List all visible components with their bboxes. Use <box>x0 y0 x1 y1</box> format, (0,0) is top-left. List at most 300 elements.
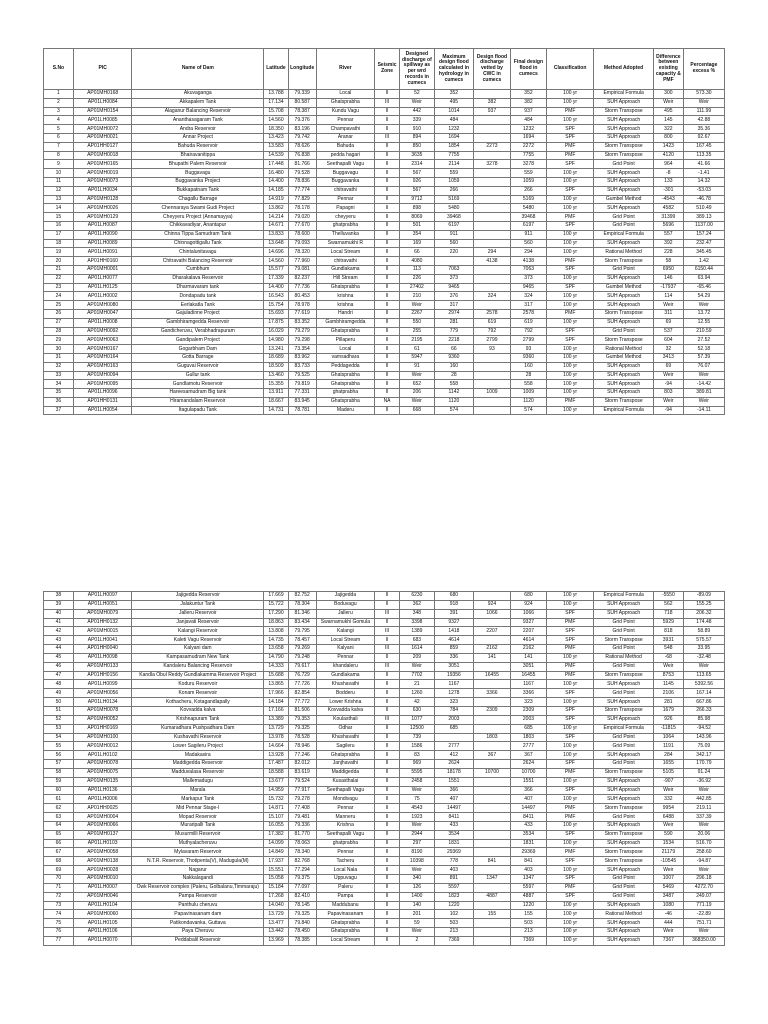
table-cell: AP01HH0040 <box>73 645 132 654</box>
table-cell: 6197 <box>434 221 473 230</box>
table-cell: 47 <box>44 671 74 680</box>
table-cell: 93 <box>473 345 510 354</box>
table-cell: AP01MH0128 <box>73 195 132 204</box>
table-row <box>44 239 725 248</box>
table-cell: 407 <box>434 795 473 804</box>
table-cell: -22.89 <box>683 910 724 919</box>
table-cell: 1059 <box>434 177 473 186</box>
table-cell: 3534 <box>434 830 473 839</box>
table-cell: II <box>375 680 400 689</box>
table-cell: 5480 <box>434 204 473 213</box>
table-cell: 2777 <box>510 742 546 751</box>
table-cell: II <box>375 883 400 892</box>
table-cell: 66 <box>44 839 74 848</box>
table-cell: 11 <box>44 177 74 186</box>
table-cell: 113 <box>399 265 434 274</box>
table-cell: II <box>375 239 400 248</box>
table-cell: 352 <box>510 90 546 99</box>
table-cell: -8 <box>653 169 683 178</box>
table-cell: SUH Approach <box>594 274 654 283</box>
table-cell: 79.528 <box>288 169 316 178</box>
table-cell: 16.543 <box>264 292 289 301</box>
table-cell: 1551 <box>510 777 546 786</box>
table-cell: 114 <box>653 292 683 301</box>
table-cell: AP01MH0168 <box>73 90 132 99</box>
table-cell: 111.99 <box>683 107 724 116</box>
table-cell: 17.487 <box>264 760 289 769</box>
table-cell: -907 <box>653 777 683 786</box>
table-cell: II <box>375 248 400 257</box>
table-cell: NA <box>375 397 400 406</box>
table-cell: AP01MH0129 <box>73 213 132 222</box>
table-cell: Storm Transpose <box>594 257 654 266</box>
table-cell: AP01MH0078 <box>73 706 132 715</box>
table-cell: Storm Transpose <box>594 804 654 813</box>
table-cell: II <box>375 795 400 804</box>
table-cell: II <box>375 230 400 239</box>
table-cell: SUH Approach <box>594 169 654 178</box>
table-cell: II <box>375 116 400 125</box>
table-cell: AP01LH0096 <box>73 389 132 398</box>
table-cell: 567 <box>399 169 434 178</box>
table-cell: Weir <box>683 301 724 310</box>
table-cell: 484 <box>434 116 473 125</box>
table-cell: AP01LH0002 <box>73 292 132 301</box>
table-cell: SUH Approach <box>594 901 654 910</box>
table-cell: 81.346 <box>288 609 316 618</box>
table-cell: Gotta Barrage <box>132 353 264 362</box>
table-cell: AP01MH0079 <box>73 609 132 618</box>
table-cell: AP01MH0001 <box>73 265 132 274</box>
table-row <box>44 768 725 777</box>
table-cell: Empirical Formula <box>594 592 654 601</box>
table-cell: III <box>375 133 400 142</box>
table-cell: 560 <box>510 239 546 248</box>
table-cell: III <box>375 662 400 671</box>
table-cell: Storm Transpose <box>594 107 654 116</box>
table-cell: 100 yr <box>546 248 593 257</box>
table-cell: AP01MH0072 <box>73 125 132 134</box>
table-cell: Janjhavathi <box>316 760 375 769</box>
table-cell: Pennar <box>316 195 375 204</box>
table-cell: AP01MH0015 <box>73 627 132 636</box>
table-cell: Weir <box>653 301 683 310</box>
table-cell: 4138 <box>510 257 546 266</box>
table-cell: PMF <box>546 662 593 671</box>
table-cell: II <box>375 353 400 362</box>
table-cell: -65.46 <box>683 283 724 292</box>
table-cell: 39468 <box>510 213 546 222</box>
table-row <box>44 195 725 204</box>
table-cell: Ghatsprabha <box>316 751 375 760</box>
table-cell: 575.57 <box>683 636 724 645</box>
table-cell: 1064 <box>653 733 683 742</box>
table-cell: Muraripalli Tank <box>132 821 264 830</box>
table-cell: Cheyyeru Project (Annamayya) <box>132 213 264 222</box>
table-cell: 28 <box>434 371 473 380</box>
table-row <box>44 715 725 724</box>
table-row <box>44 221 725 230</box>
table-cell: 18.350 <box>264 125 289 134</box>
table-cell: 249.07 <box>683 892 724 901</box>
table-cell: Kushavathi Reservoir <box>132 733 264 742</box>
table-cell: 3635 <box>399 151 434 160</box>
table-cell: 442.85 <box>683 795 724 804</box>
table-cell: 548 <box>653 645 683 654</box>
table-cell: Thelluvanka <box>316 230 375 239</box>
table-cell: 55 <box>44 742 74 751</box>
table-cell: 74 <box>44 910 74 919</box>
table-cell: 13.658 <box>264 645 289 654</box>
table-cell: 2309 <box>473 706 510 715</box>
table-cell: PMF <box>546 645 593 654</box>
table-cell: 2106 <box>653 689 683 698</box>
table-cell <box>473 821 510 830</box>
table-cell: 100 yr <box>546 274 593 283</box>
table-row <box>44 406 725 415</box>
table-cell: 557 <box>653 230 683 239</box>
table-cell: Weir <box>683 397 724 406</box>
table-cell: 228 <box>653 248 683 257</box>
table-cell: 1694 <box>510 133 546 142</box>
table-cell: AP01LH0102 <box>73 751 132 760</box>
table-cell: II <box>375 821 400 830</box>
table-cell: 792 <box>510 327 546 336</box>
table-cell: 4614 <box>510 636 546 645</box>
table-cell: 266 <box>510 186 546 195</box>
table-cell: AP01HH0160 <box>73 257 132 266</box>
table-cell <box>473 928 510 937</box>
table-cell: II <box>375 786 400 795</box>
table-cell: chitravathi <box>316 257 375 266</box>
table-cell: 100 yr <box>546 239 593 248</box>
table-row <box>44 733 725 742</box>
table-cell: Paleru <box>316 883 375 892</box>
table-cell: 26 <box>44 309 74 318</box>
table-cell: 560 <box>434 239 473 248</box>
table-cell: Storm Transpose <box>594 857 654 866</box>
table-row <box>44 875 725 884</box>
table-cell: AP01MH0004 <box>73 813 132 822</box>
table-cell: Rational Method <box>594 653 654 662</box>
table-cell: 9 <box>44 160 74 169</box>
table-cell: 503 <box>434 919 473 928</box>
table-cell: 63 <box>44 813 74 822</box>
table-cell: Chinnagottigallu Tank <box>132 239 264 248</box>
table-cell: 39468 <box>434 213 473 222</box>
table-cell: 79.279 <box>288 327 316 336</box>
table-cell: 14.099 <box>264 839 289 848</box>
table-cell: 75.09 <box>683 742 724 751</box>
table-cell: 3487 <box>653 892 683 901</box>
table-cell: 13.389 <box>264 715 289 724</box>
table-cell: II <box>375 160 400 169</box>
table-cell: 83.619 <box>288 768 316 777</box>
table-cell: 83.352 <box>288 318 316 327</box>
table-cell: Musurmilli Reservoir <box>132 830 264 839</box>
table-cell: 17.268 <box>264 892 289 901</box>
table-cell: AP01HH0169 <box>73 724 132 733</box>
table-cell: Kalangi Reservoir <box>132 627 264 636</box>
table-row <box>44 830 725 839</box>
table-cell: 21 <box>399 680 434 689</box>
table-cell: 100 yr <box>546 821 593 830</box>
table-cell: SPF <box>546 627 593 636</box>
table-cell <box>473 125 510 134</box>
table-cell: 100 yr <box>546 345 593 354</box>
table-cell <box>473 866 510 875</box>
table-cell: 82.752 <box>288 592 316 601</box>
table-cell: Gambhiramgedda Reservoir <box>132 318 264 327</box>
table-cell: 4887 <box>473 892 510 901</box>
table-cell: 78.457 <box>288 636 316 645</box>
table-cell: Weir <box>653 662 683 671</box>
table-cell: 373 <box>510 274 546 283</box>
table-cell: AP01LH0134 <box>73 698 132 707</box>
table-cell: Local <box>316 345 375 354</box>
table-cell: AP01LH0077 <box>73 274 132 283</box>
table-cell: 57.39 <box>683 353 724 362</box>
table-cell: 15.107 <box>264 813 289 822</box>
table-cell: II <box>375 125 400 134</box>
table-cell: 1007 <box>653 875 683 884</box>
table-cell <box>473 883 510 892</box>
table-cell: 100 yr <box>546 353 593 362</box>
table-cell: 281 <box>434 318 473 327</box>
table-cell: 100 yr <box>546 901 593 910</box>
table-cell: 403 <box>434 866 473 875</box>
table-cell: 69 <box>44 866 74 875</box>
table-cell: Dharakalava Reservoir <box>132 274 264 283</box>
table-cell: 859 <box>434 645 473 654</box>
table-cell: Grid Point <box>594 760 654 769</box>
table-cell: 926 <box>399 177 434 186</box>
table-cell: 60 <box>44 786 74 795</box>
table-cell: 1418 <box>434 627 473 636</box>
table-cell: AP01LH0008 <box>73 318 132 327</box>
table-cell: Gundlamotu Reservoir <box>132 380 264 389</box>
table-cell: Storm Transpose <box>594 636 654 645</box>
table-cell: 102 <box>434 910 473 919</box>
table-cell: 3534 <box>510 830 546 839</box>
table-cell: SPF <box>546 265 593 274</box>
table-cell: PMF <box>546 618 593 627</box>
table-cell: Weir <box>399 786 434 795</box>
table-cell: 3051 <box>510 662 546 671</box>
table-cell: 9327 <box>434 618 473 627</box>
table-cell: 7369 <box>434 936 473 945</box>
table-cell: 1694 <box>434 133 473 142</box>
table-cell: 784 <box>434 706 473 715</box>
table-cell: Chikkavadiyar, Anantapur <box>132 221 264 230</box>
table-cell: Gundlakama <box>316 265 375 274</box>
table-row <box>44 327 725 336</box>
table-cell: 366 <box>510 786 546 795</box>
table-row <box>44 742 725 751</box>
table-cell: 100 yr <box>546 928 593 937</box>
table-cell: 354 <box>399 230 434 239</box>
table-cell: 818 <box>653 627 683 636</box>
table-cell: Lower Sagileru Project <box>132 742 264 751</box>
table-cell: Koulasthali <box>316 715 375 724</box>
table-cell: 501 <box>399 221 434 230</box>
table-cell: 619 <box>473 318 510 327</box>
table-cell: 559 <box>434 169 473 178</box>
table-cell: II <box>375 830 400 839</box>
table-cell: 4272.70 <box>683 883 724 892</box>
table-cell: 12.55 <box>683 318 724 327</box>
table-cell: II <box>375 169 400 178</box>
table-cell: 77.670 <box>288 221 316 230</box>
table-cell: Grid Point <box>594 327 654 336</box>
table-cell: 100 yr <box>546 177 593 186</box>
table-cell: 6 <box>44 133 74 142</box>
table-cell: 14497 <box>434 804 473 813</box>
table-cell: 28 <box>510 371 546 380</box>
table-cell: Buggavagu <box>132 169 264 178</box>
table-cell: 81.770 <box>288 830 316 839</box>
table-cell: 81.506 <box>288 706 316 715</box>
table-cell: 14.871 <box>264 804 289 813</box>
table-cell: Local <box>316 90 375 99</box>
table-cell: 113.65 <box>683 671 724 680</box>
table-row <box>44 142 725 151</box>
table-cell: Ghatsprabha <box>316 283 375 292</box>
table-cell: 77.774 <box>288 186 316 195</box>
table-cell: 14.696 <box>264 248 289 257</box>
table-cell <box>434 733 473 742</box>
table-cell: II <box>375 768 400 777</box>
table-cell: vamsadhara <box>316 353 375 362</box>
table-cell: 3398 <box>399 618 434 627</box>
table-cell: 29369 <box>434 848 473 857</box>
table-row <box>44 848 725 857</box>
table-cell: 516.70 <box>683 839 724 848</box>
table-cell: Hill Stream <box>316 274 375 283</box>
table-cell: 15.693 <box>264 309 289 318</box>
table-cell: -46 <box>653 910 683 919</box>
table-cell: 15.577 <box>264 265 289 274</box>
table-cell: 54.29 <box>683 292 724 301</box>
table-row <box>44 98 725 107</box>
table-cell: 100 yr <box>546 698 593 707</box>
table-cell: Hareesamudram Big tank <box>132 389 264 398</box>
table-cell: AP01HH0156 <box>73 671 132 680</box>
table-cell: 100 yr <box>546 371 593 380</box>
table-cell: 3931 <box>653 636 683 645</box>
table-cell: 67 <box>44 848 74 857</box>
table-cell: PMF <box>546 768 593 777</box>
table-cell: Ghatsprabha <box>316 919 375 928</box>
table-cell <box>473 265 510 274</box>
table-cell: 17.875 <box>264 318 289 327</box>
table-cell: 80.453 <box>288 292 316 301</box>
table-cell: 78.320 <box>288 248 316 257</box>
table-cell: 2624 <box>510 760 546 769</box>
table-row <box>44 698 725 707</box>
table-cell: II <box>375 204 400 213</box>
table-cell: AP01LH0054 <box>73 406 132 415</box>
table-cell: Bahuda Reservoir <box>132 142 264 151</box>
table-cell: 5105 <box>653 768 683 777</box>
table-cell: SUH Approach <box>594 239 654 248</box>
table-cell: SPF <box>546 689 593 698</box>
table-cell: 19 <box>44 248 74 257</box>
table-cell: 4887 <box>510 892 546 901</box>
table-cell: II <box>375 107 400 116</box>
table-cell <box>473 715 510 724</box>
table-cell: 100 yr <box>546 795 593 804</box>
table-cell: 392 <box>653 239 683 248</box>
table-cell: AP01MH0056 <box>73 689 132 698</box>
table-cell: III <box>375 98 400 107</box>
table-cell: Storm Transpose <box>594 768 654 777</box>
table-cell: 5597 <box>434 883 473 892</box>
table-cell: 294 <box>510 248 546 257</box>
table-cell: II <box>375 671 400 680</box>
table-cell: AP01HH0025 <box>73 804 132 813</box>
table-cell: 14.214 <box>264 213 289 222</box>
table-cell: Weir <box>653 397 683 406</box>
table-cell: 891 <box>434 875 473 884</box>
table-cell: 14.731 <box>264 406 289 415</box>
table-cell: 17.339 <box>264 274 289 283</box>
table-cell: 69 <box>653 318 683 327</box>
table-cell: AP01LH0085 <box>73 116 132 125</box>
table-row <box>44 292 725 301</box>
table-cell: 155 <box>473 910 510 919</box>
table-cell: 71 <box>44 883 74 892</box>
table-row <box>44 751 725 760</box>
table-cell: 376 <box>434 292 473 301</box>
table-row <box>44 204 725 213</box>
table-cell <box>473 177 510 186</box>
table-cell: II <box>375 618 400 627</box>
table-cell: 58.89 <box>683 627 724 636</box>
table-cell: 213 <box>434 928 473 937</box>
table-cell: 14.400 <box>264 177 289 186</box>
table-cell: AP01HH0127 <box>73 142 132 151</box>
table-cell: SUH Approach <box>594 371 654 380</box>
table-row <box>44 892 725 901</box>
table-cell: 52.18 <box>683 345 724 354</box>
table-cell: 2162 <box>473 645 510 654</box>
table-cell: 126 <box>399 883 434 892</box>
table-cell: 219.11 <box>683 804 724 813</box>
table-cell: 367 <box>473 751 510 760</box>
table-cell <box>473 221 510 230</box>
table-cell: Andra Reservoir <box>132 125 264 134</box>
table-cell: 7063 <box>434 265 473 274</box>
table-cell: 6488 <box>653 813 683 822</box>
table-cell: 4138 <box>473 257 510 266</box>
table-cell: 4582 <box>653 204 683 213</box>
table-cell: Empirical Formula <box>594 724 654 733</box>
table-cell: II <box>375 839 400 848</box>
table-cell: 368350.00 <box>683 936 724 945</box>
table-cell: 100 yr <box>546 230 593 239</box>
table-cell: 77.619 <box>288 309 316 318</box>
table-cell: 18.667 <box>264 397 289 406</box>
table-cell: 8753 <box>653 671 683 680</box>
table-cell: 73 <box>44 901 74 910</box>
table-cell: 558 <box>434 380 473 389</box>
column-header: PIC <box>73 49 132 90</box>
column-header: Design flood discharge vetted by CWC in cumecs <box>473 49 510 90</box>
table-cell: PMF <box>546 107 593 116</box>
table-cell: 49 <box>44 689 74 698</box>
table-cell: 18.689 <box>264 353 289 362</box>
